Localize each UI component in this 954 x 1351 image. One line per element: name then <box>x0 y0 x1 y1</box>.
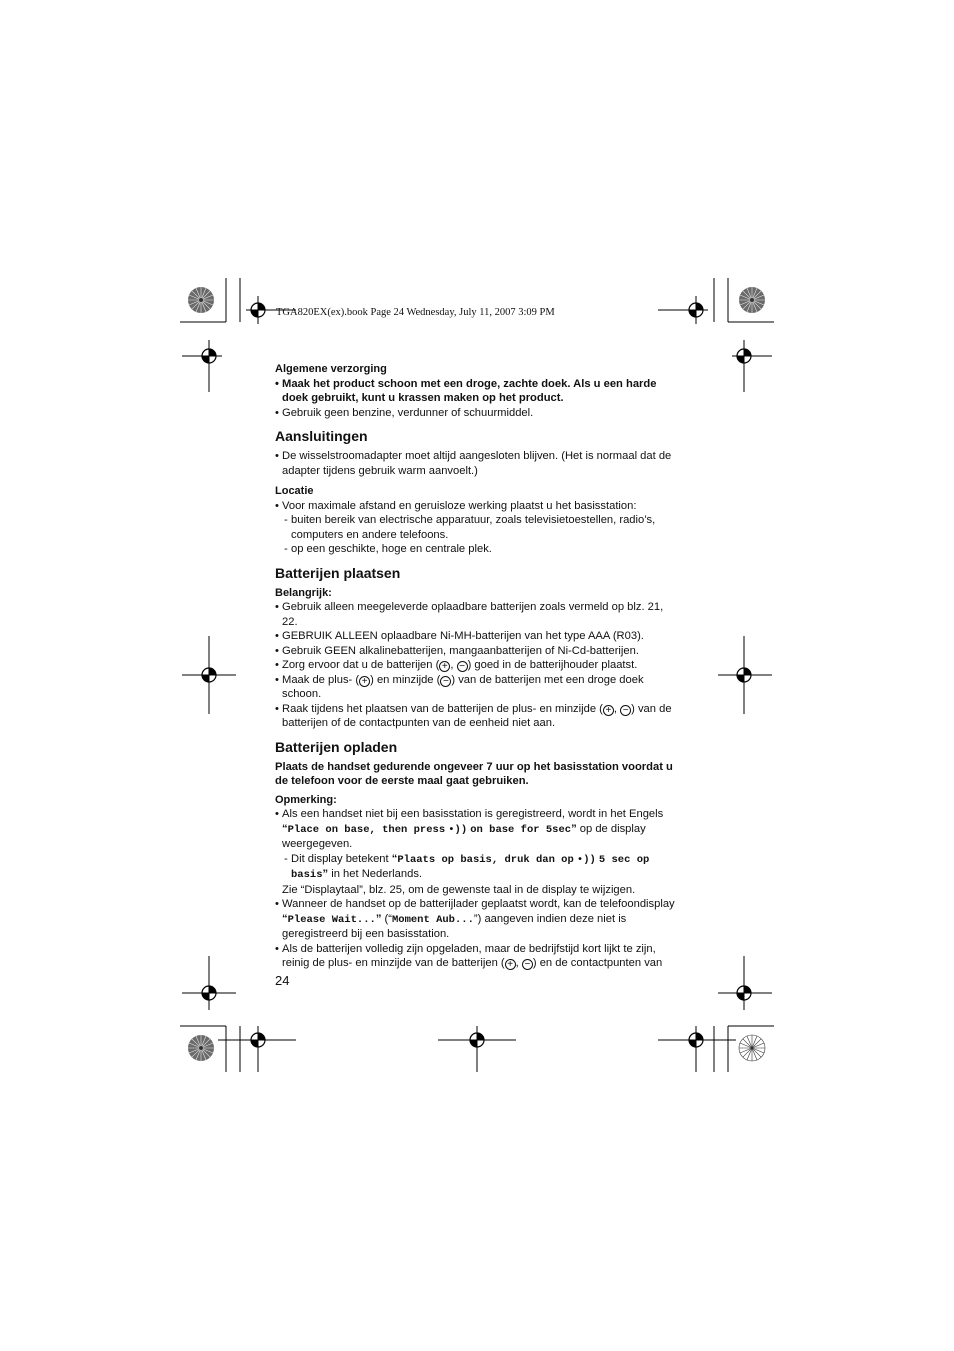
display-text: on base for 5sec <box>470 823 572 836</box>
text: ) en minzijde ( <box>370 673 441 686</box>
minus-icon: − <box>522 959 533 970</box>
text: Wanneer de handset op de batterijlader geplaatst wordt, kan de telefoondisplay <box>282 898 675 910</box>
text: , <box>450 659 457 671</box>
heading-batterijen-opladen: Batterijen opladen <box>275 738 398 755</box>
plus-icon: + <box>439 661 450 672</box>
minus-icon: − <box>457 661 468 672</box>
heading-algemene-verzorging: Algemene verzorging <box>275 363 387 375</box>
page-content <box>275 362 681 971</box>
sub-list-item <box>275 852 681 883</box>
display-text: 5 sec op basis <box>291 853 650 881</box>
minus-icon: − <box>620 705 631 716</box>
display-text: Place on base, then press <box>287 823 446 836</box>
minus-icon: − <box>440 676 451 687</box>
list-item <box>275 807 681 852</box>
text: ) van de batterijen met een droge doek schoon. <box>282 673 644 700</box>
text: “ <box>391 852 398 865</box>
text: ” <box>375 912 382 925</box>
text: aangeven indien deze niet is geregistreerd bij een basisstation. <box>282 912 627 940</box>
subheading-belangrijk: Belangrijk: <box>275 586 332 599</box>
text: Dit display betekent <box>291 852 389 865</box>
list-item <box>275 658 681 673</box>
list-item: • Gebruik alleen meegeleverde oplaadbare batterijen zoals vermeld op blz. 21, 22. <box>275 600 681 629</box>
text: Zorg ervoor dat u de batterijen ( <box>282 659 440 671</box>
heading-locatie: Locatie <box>275 485 314 497</box>
display-text: Please Wait... <box>287 913 376 926</box>
list-item <box>275 942 681 971</box>
list-item: • Maak het product schoon met een droge, zachte doek. Als u een harde doek gebruikt, kunt u krassen maken op het product. <box>275 377 681 406</box>
text: Raak tijdens het plaatsen van de batterijen de plus- en minzijde ( <box>282 702 603 715</box>
text: in het Nederlands. <box>331 868 423 880</box>
talk-icon: •)) <box>448 823 468 836</box>
note-text: Zie “Displaytaal”, blz. 25, om de gewenste taal in de display te wijzigen. <box>282 883 636 896</box>
list-item: • Gebruik GEEN alkalinebatterijen, mangaanbatterijen of Ni-Cd-batterijen. <box>275 644 681 659</box>
text: ” <box>571 822 577 835</box>
text: op de display weergegeven. <box>282 822 646 850</box>
text: “ <box>282 822 288 835</box>
display-text: Moment Aub... <box>391 913 474 926</box>
text: ) van de batterijen of de contactpunten van de eenheid niet aan. <box>282 702 672 729</box>
plus-icon: + <box>603 705 614 716</box>
display-text: Plaats op basis, druk dan op <box>397 853 574 866</box>
subheading-opmerking: Opmerking: <box>275 793 337 806</box>
sub-list-item: - op een geschikte, hoge en centrale plek. <box>275 542 681 557</box>
list-item: • Gebruik geen benzine, verdunner of schuurmiddel. <box>275 406 681 421</box>
text: ”) <box>473 912 482 925</box>
heading-aansluitingen: Aansluitingen <box>275 428 368 444</box>
talk-icon: •)) <box>576 853 596 866</box>
sub-list-item: - buiten bereik van electrische apparatuur, zoals televisietoestellen, radio’s, computers en andere telefoons. <box>275 513 681 542</box>
intro-paragraph: Plaats de handset gedurende ongeveer 7 uur op het basisstation voordat u de telefoon voor de eerste maal gaat gebruiken. <box>275 760 673 787</box>
plus-icon: + <box>505 959 516 970</box>
print-header: TGA820EX(ex).book Page 24 Wednesday, July 11, 2007 3:09 PM <box>276 307 555 318</box>
list-item <box>275 673 681 702</box>
text: Als een handset niet bij een basisstation is geregistreerd, wordt in het Engels <box>282 808 664 820</box>
list-item: • Voor maximale afstand en geruisloze werking plaatst u het basisstation: <box>275 499 681 514</box>
text: Maak de plus- ( <box>282 673 360 686</box>
text: , <box>515 957 522 969</box>
plus-icon: + <box>359 676 370 687</box>
list-item <box>275 897 681 942</box>
text: Als de batterijen volledig zijn opgeladen, maar de bedrijfstijd kort lijkt te zijn, reinig de plus- en minzijde van de batterijen ( <box>282 942 656 969</box>
list-item: • De wisselstroomadapter moet altijd aangesloten blijven. (Het is normaal dat de adapter tijdens gebruik warm aanvoelt.) <box>275 449 681 478</box>
text: ) en de contactpunten van <box>532 957 663 969</box>
page-number: 24 <box>275 973 290 988</box>
text: , <box>613 702 621 715</box>
heading-batterijen-plaatsen: Batterijen plaatsen <box>275 564 401 581</box>
list-item <box>275 702 681 731</box>
text: ” <box>322 868 329 880</box>
text: (“ <box>384 912 392 925</box>
list-item: • GEBRUIK ALLEEN oplaadbare Ni-MH-batterijen van het type AAA (R03). <box>275 629 681 644</box>
text: ) goed in de batterijhouder plaatst. <box>467 659 638 671</box>
text: “ <box>282 912 288 925</box>
